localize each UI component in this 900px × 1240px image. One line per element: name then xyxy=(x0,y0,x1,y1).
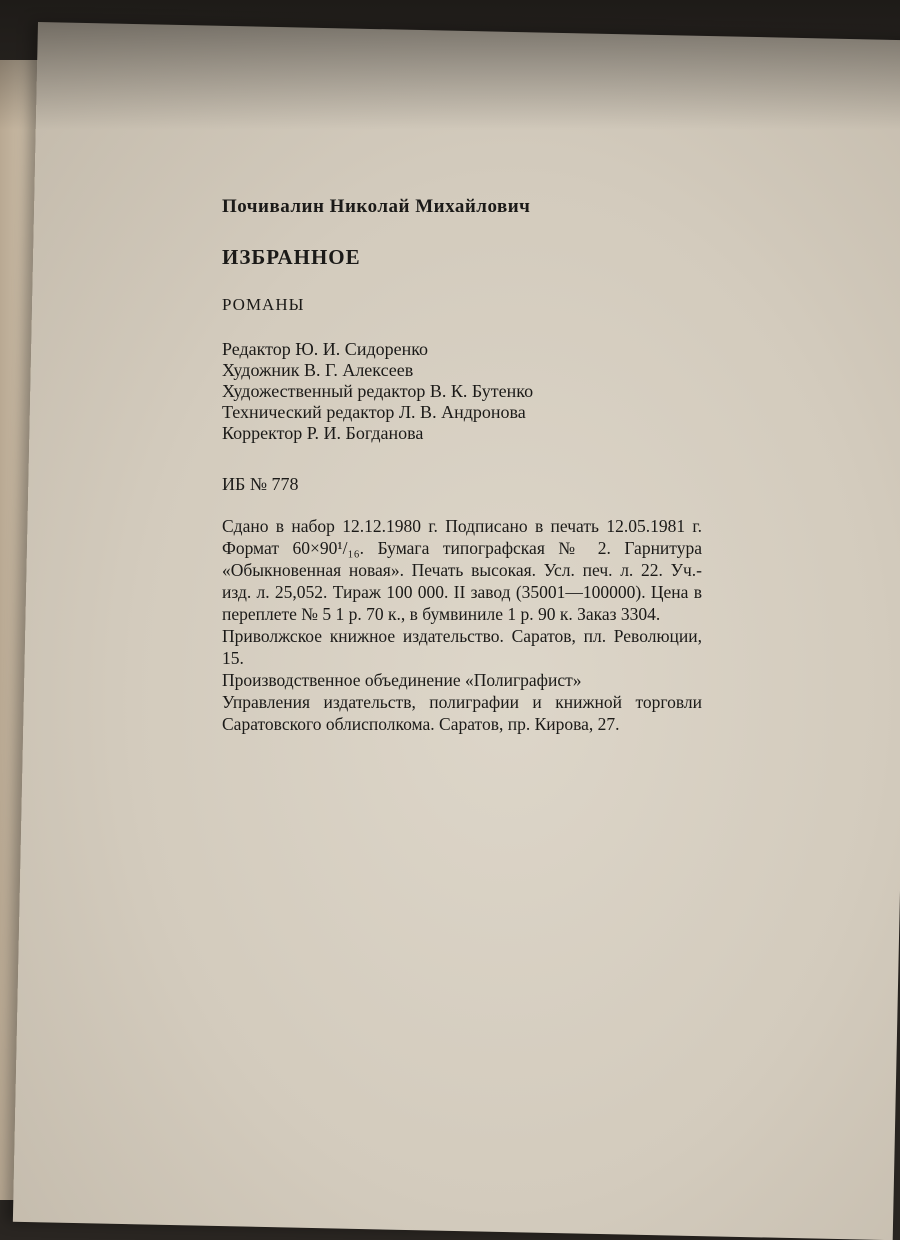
credit-editor: Редактор Ю. И. Сидоренко xyxy=(222,339,429,359)
imprint-block xyxy=(222,515,702,735)
book-title: ИЗБРАННОЕ xyxy=(222,245,361,269)
printer-name: Производственное объединение «Полиграфист» xyxy=(222,670,582,690)
author-name: Почивалин Николай Михайлович xyxy=(222,196,531,217)
credits-list xyxy=(222,339,702,444)
credit-tech-editor: Технический редактор Л. В. Андронова xyxy=(222,402,526,422)
credit-proofreader: Корректор Р. И. Богданова xyxy=(222,423,424,443)
ib-number: ИБ № 778 xyxy=(222,474,299,494)
colophon xyxy=(222,196,702,735)
credit-artist: Художник В. Г. Алексеев xyxy=(222,360,414,380)
printer-address: Управления издательств, полиграфии и книжной торговли Саратовского облисполкома. Саратов, пр. Кирова, 27. xyxy=(222,692,702,734)
print-details: Сдано в набор 12.12.1980 г. Подписано в печать 12.05.1981 г. Формат 60×90¹/₁₆. Бумага типографская № 2. Гарнитура «Обыкновенная новая». Печать высокая. Усл. печ. л. 22. Уч.-изд. л. 25,052. Тираж 100 000. II завод (35001—100000). Цена в переплете № 5 1 р. 70 к., в бумвиниле 1 р. 90 к. Заказ 3304. xyxy=(222,516,702,624)
credit-art-editor: Художественный редактор В. К. Бутенко xyxy=(222,381,534,401)
book-subtitle: РОМАНЫ xyxy=(222,295,305,314)
publisher-info: Приволжское книжное издательство. Саратов, пл. Революции, 15. xyxy=(222,626,702,668)
